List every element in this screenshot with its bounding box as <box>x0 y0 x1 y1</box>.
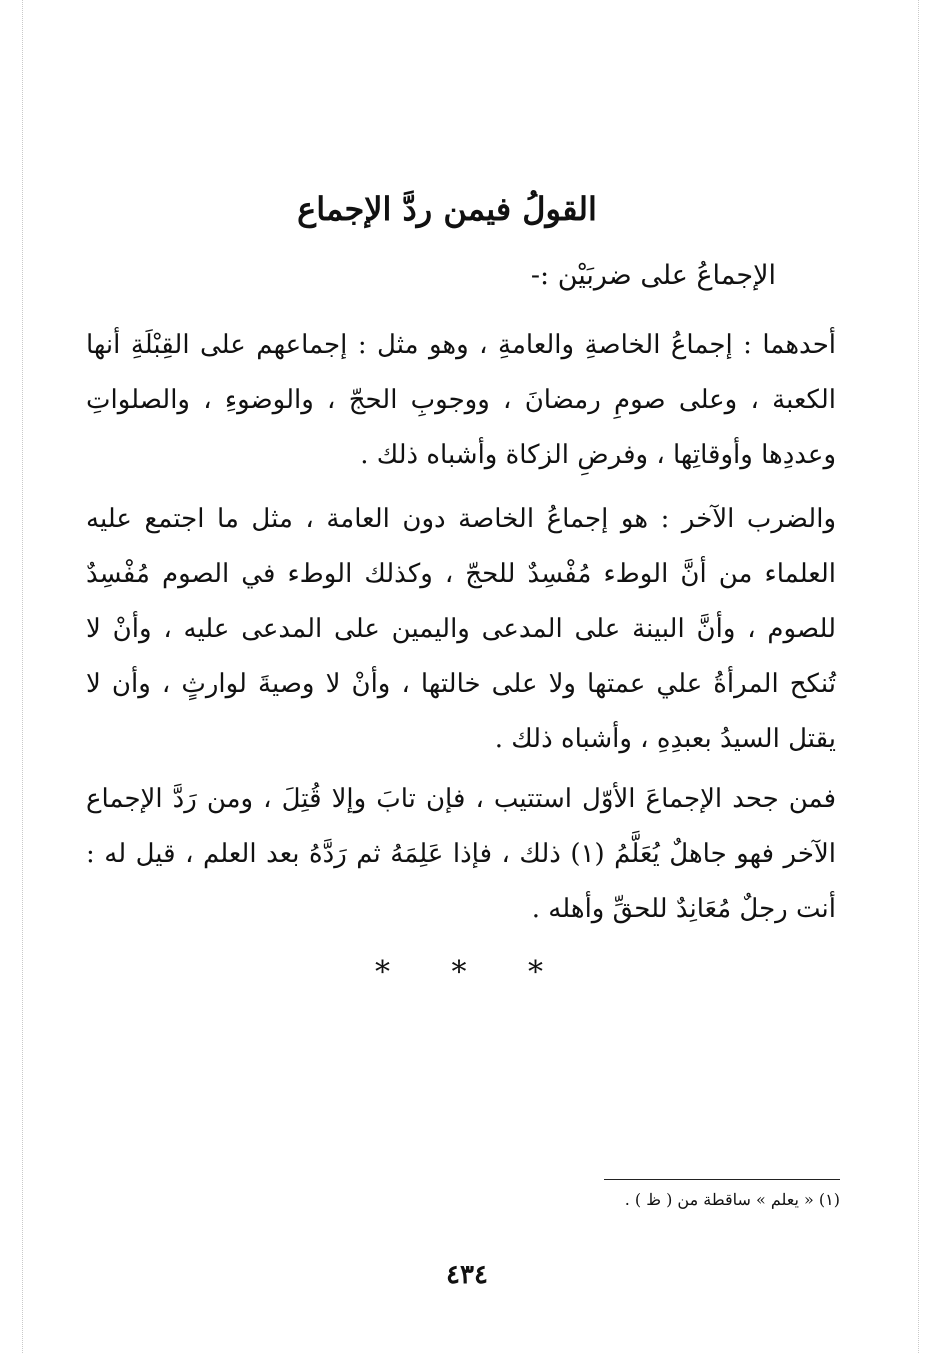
page-number: ٤٣٤ <box>446 1260 488 1290</box>
section-heading: القولُ فيمن ردَّ الإجماع <box>297 190 597 228</box>
section-separator: * * * <box>374 955 570 990</box>
paragraph-second-type: والضرب الآخر : هو إجماعُ الخاصة دون العامة ، مثل ما اجتمع عليه العلماء من أنَّ الوطء مُفْسِدٌ للحجّ ، وكذلك الوطء في الصوم مُفْسِدٌ للصوم ، وأنَّ البينة على المدعى واليمين على المدعى عليه ، وأنْ لا تُنكح المرأةُ علي عمتها ولا على خالتها ، وأنْ لا وصيةَ لوارثٍ ، وأن لا يقتل السيدُ بعبدِهِ ، وأشباه ذلك . <box>86 504 836 754</box>
intro-line: الإجماعُ على ضربَيْن :- <box>530 260 776 291</box>
paragraph-ruling: فمن جحد الإجماعَ الأوّل استتيب ، فإن تابَ وإلا قُتِلَ ، ومن رَدَّ الإجماع الآخر فهو جاهلٌ يُعَلَّمُ (١) ذلك ، فإذا عَلِمَهُ ثم رَدَّهُ بعد العلم ، قيل له : أنت رجلٌ مُعَانِدٌ للحقِّ وأهله . <box>86 784 836 924</box>
footnote: (١) « يعلم » ساقطة من ( ظ ) . <box>624 1190 840 1209</box>
paragraph-first-type: أحدهما : إجماعُ الخاصةِ والعامةِ ، وهو مثل : إجماعهم على القِبْلَةِ أنها الكعبة ، وعلى صومِ رمضانَ ، ووجوبِ الحجّ ، والوضوءِ ، والصلواتِ وعددِها وأوقاتِها ، وفرضِ الزكاة وأشباه ذلك . <box>86 330 836 470</box>
footnote-divider <box>604 1179 840 1180</box>
